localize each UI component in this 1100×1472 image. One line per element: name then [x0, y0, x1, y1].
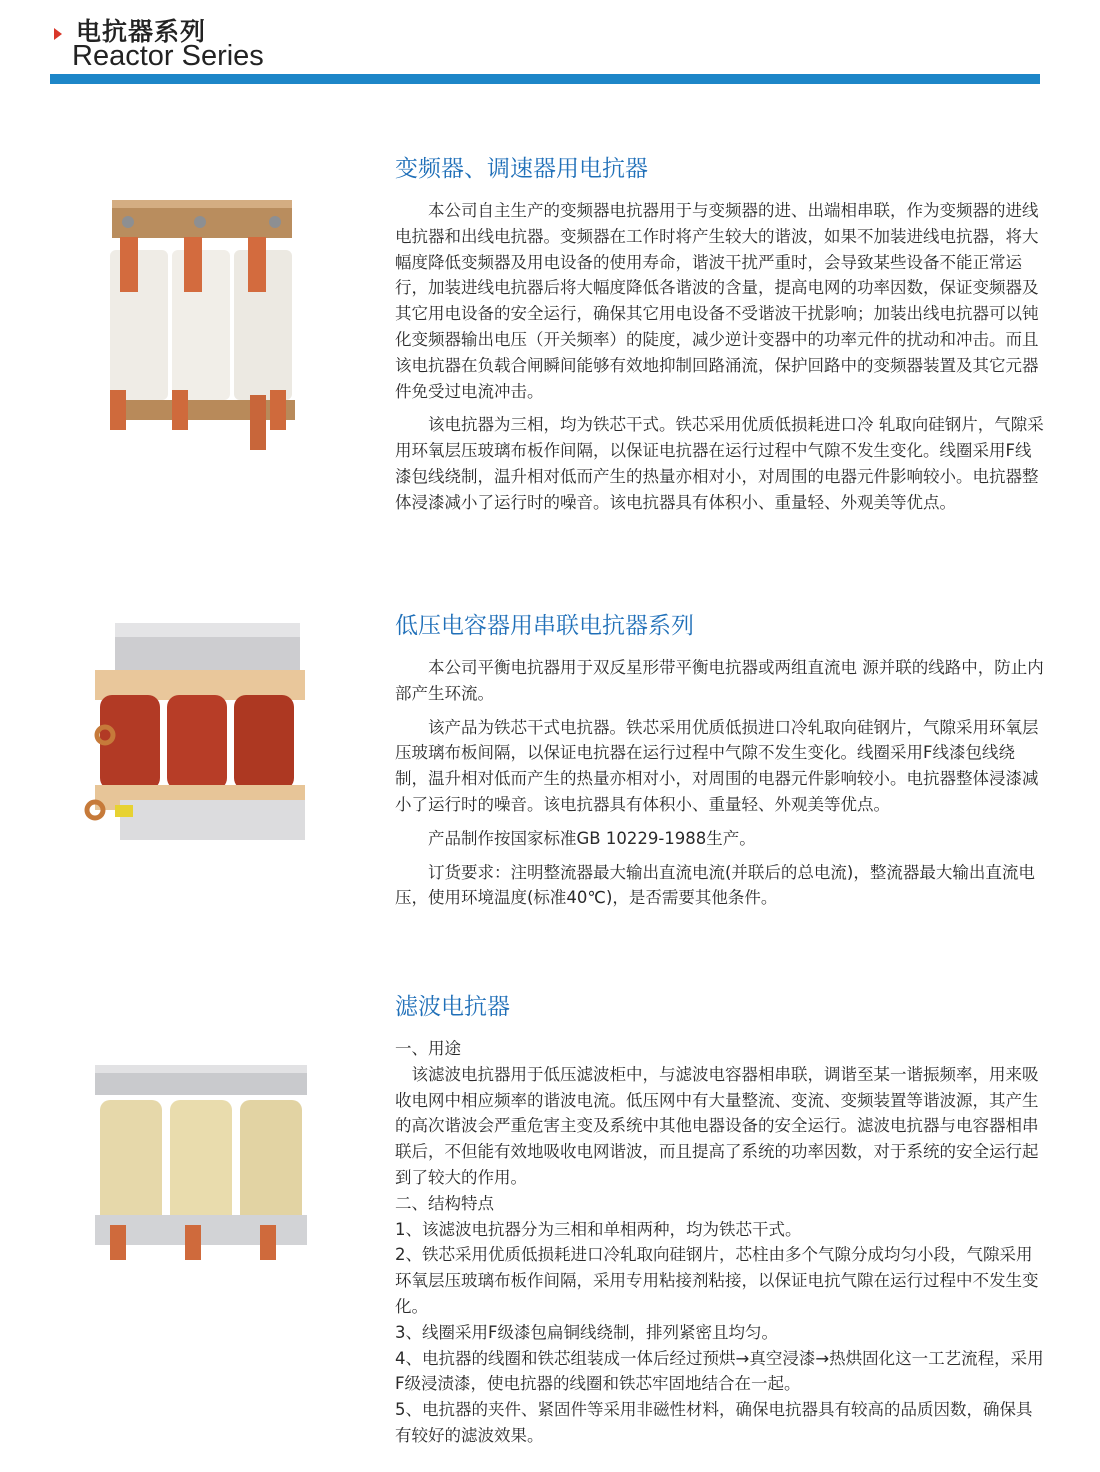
list-item: 4、电抗器的线圈和铁芯组装成一体后经过预烘→真空浸漆→热烘固化这一工艺流程，采用F级浸渍漆，使电抗器的线圈和铁芯牢固地结合在一起。 — [395, 1348, 1044, 1394]
section-title: 变频器、调速器用电抗器 — [395, 156, 648, 182]
list-item: 1、该滤波电抗器分为三相和单相两种，均为铁芯干式。 — [395, 1219, 802, 1239]
paragraph: 该产品为铁芯干式电抗器。铁芯采用优质低损进口冷轧取向硅钢片，气隙采用环氧层压玻璃布板间隔，以保证电抗器在运行过程中气隙不发生变化。线圈采用F线漆包线绕制，温升相对低而产生的热量亦相对小，对周围的电器元件影响较小。电抗器整体浸漆减小了运行时的噪音。该电抗器具有体积小、重量轻、外观美等优点。 — [395, 717, 1039, 814]
vfd-reactor-photo — [100, 195, 300, 457]
paragraph: 产品制作按国家标准GB 10229-1988生产。 — [428, 828, 756, 848]
header-title-en: Reactor Series — [72, 40, 264, 72]
header-rule — [50, 74, 1040, 84]
section-title: 滤波电抗器 — [395, 994, 510, 1020]
section-body — [395, 655, 1045, 919]
subheading: 二、结构特点 — [395, 1193, 494, 1213]
section-body — [395, 198, 1045, 524]
list-item: 2、铁芯采用优质低损耗进口冷轧取向硅钢片，芯柱由多个气隙分成均匀小段，气隙采用环氧层压玻璃布板作间隔，采用专用粘接剂粘接，以保证电抗气隙在运行过程中不发生变化。 — [395, 1245, 1039, 1316]
triangle-bullet-icon — [54, 28, 62, 40]
paragraph: 该电抗器为三相，均为铁芯干式。铁芯采用优质低损耗进口冷 轧取向硅钢片，气隙采用环氧层压玻璃布板作间隔，以保证电抗器在运行过程中气隙不发生变化。线圈采用F线漆包线绕制，温升相对低而产生的热量亦相对小，对周围的电器元件影响较小。电抗器整体浸漆减小了运行时的噪音。该电抗器具有体积小、重量轻、外观美等优点。 — [395, 415, 1044, 512]
paragraph: 该滤波电抗器用于低压滤波柜中，与滤波电容器相串联，调谐至某一谐振频率，用来吸收电网中相应频率的谐波电流。低压网中有大量整流、变流、变频装置等谐波源，其产生的高次谐波会严重危害主变及系统中其他电器设备的安全运行。滤波电抗器与电容器相串联后，不但能有效地吸收电网谐波，而且提高了系统的功率因数，对于系统的安全运行起到了较大的作用。 — [395, 1064, 1039, 1187]
section-title: 低压电容器用串联电抗器系列 — [395, 613, 694, 639]
list-item: 5、电抗器的夹件、紧固件等采用非磁性材料，确保电抗器具有较高的品质因数，确保具有较好的滤波效果。 — [395, 1400, 1033, 1445]
list-item: 3、线圈采用F级漆包扁铜线绕制，排列紧密且均匀。 — [395, 1322, 778, 1342]
paragraph: 订货要求：注明整流器最大输出直流电流(并联后的总电流)，整流器最大输出直流电压，使用环境温度(标准40℃)，是否需要其他条件。 — [395, 862, 1035, 908]
paragraph: 本公司自主生产的变频器电抗器用于与变频器的进、出端相串联，作为变频器的进线电抗器和出线电抗器。变频器在工作时将产生较大的谐波，如果不加装进线电抗器，将大幅度降低变频器及用电设备的使用寿命，谐波干扰严重时，会导致某些设备不能正常运行，加装进线电抗器后将大幅度降低各谐波的含量，提高电网的功率因数，保证变频器及其它用电设备的安全运行，确保其它用电设备不受谐波干扰影响；加装出线电抗器可以钝化变频器输出电压（开关频率）的陡度，减少逆计变器中的功率元件的扰动和冲击。而且该电抗器在负载合闸瞬间能够有效地抑制回路涌流，保护回路中的变频器装置及其它元器件免受过电流冲击。 — [395, 201, 1039, 401]
page-header — [50, 10, 1040, 90]
section-body — [395, 1036, 1045, 1449]
filter-reactor-photo — [90, 1060, 315, 1265]
subheading: 一、用途 — [395, 1039, 461, 1058]
series-reactor-photo — [75, 615, 310, 865]
header-title-cn: 电抗器系列 — [76, 17, 207, 46]
paragraph: 本公司平衡电抗器用于双反星形带平衡电抗器或两组直流电 源并联的线路中，防止内部产生环流。 — [395, 658, 1044, 703]
